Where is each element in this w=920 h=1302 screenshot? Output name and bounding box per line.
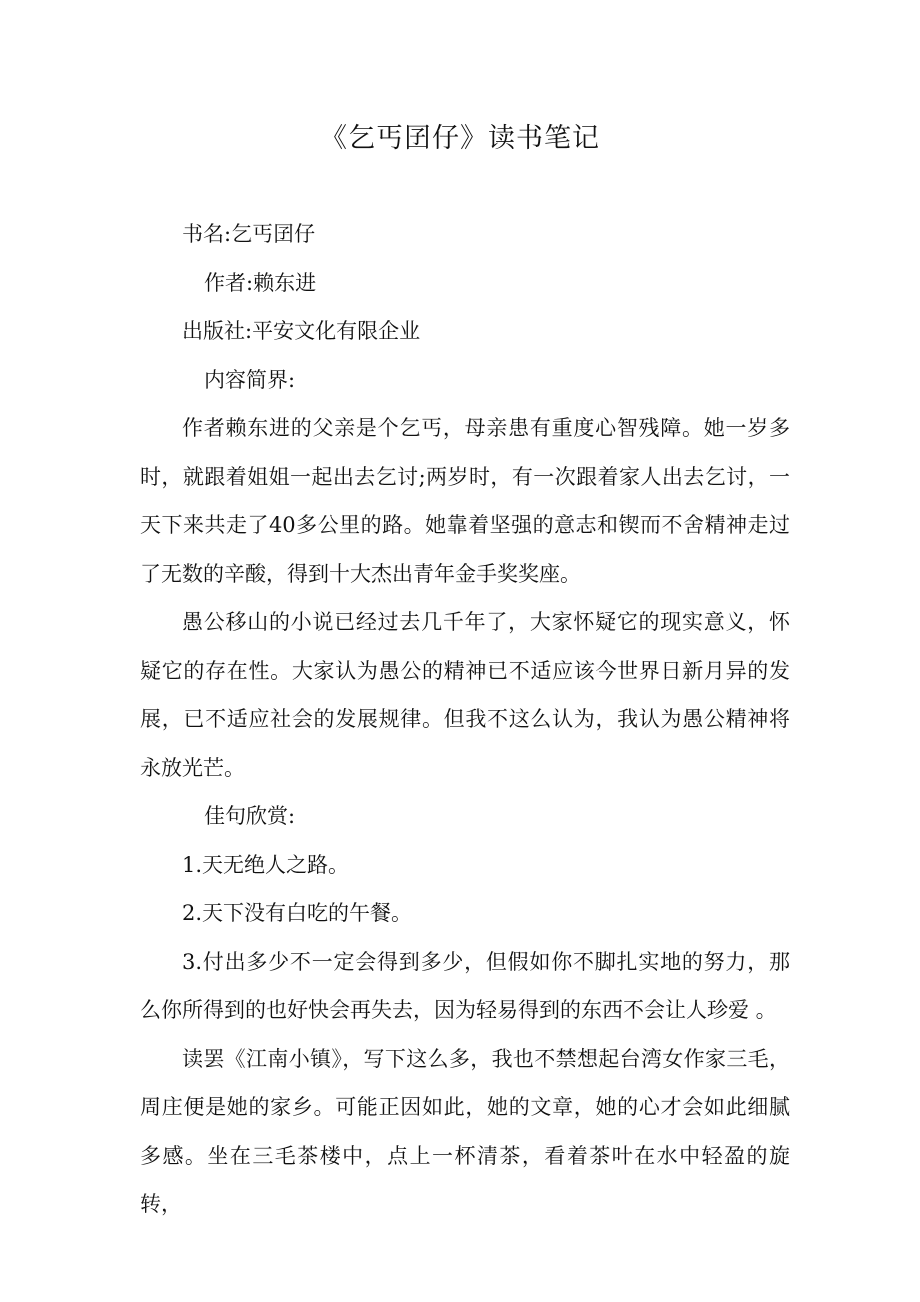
book-name: 书名:乞丐囝仔 bbox=[182, 222, 316, 246]
quote-item-3: 3.付出多少不一定会得到多少，但假如你不脚扎实地的努力，那么你所得到的也好快会再失去，因为轻易得到的东西不会让人珍爱 。 bbox=[140, 949, 790, 1022]
quotes-heading: 佳句欣赏: bbox=[204, 804, 296, 828]
quote-item-1: 1.天无绝人之路。 bbox=[182, 852, 350, 877]
paragraph-closing: 读罢《江南小镇》，写下这么多，我也不禁想起台湾女作家三毛，周庄便是她的家乡。可能正因如此，她的文章，她的心才会如此细腻多感。坐在三毛茶楼中，点上一杯清茶，看着茶叶在水中轻盈的旋转， bbox=[140, 1046, 790, 1216]
summary-heading: 内容简界: bbox=[204, 367, 296, 392]
document-body bbox=[140, 210, 790, 1229]
quote-item-2: 2.天下没有白吃的午餐。 bbox=[182, 901, 413, 925]
document-title: 《乞丐囝仔》读书笔记 bbox=[320, 123, 600, 154]
paragraph-summary: 作者赖东进的父亲是个乞丐，母亲患有重度心智残障。她一岁多时，就跟着姐姐一起出去乞讨;两岁时，有一次跟着家人出去乞讨，一天下来共走了40多公里的路。她靠着坚强的意志和锲而不舍精神走过了无数的辛酸，得到十大杰出青年金手奖奖座。 bbox=[140, 416, 790, 586]
paragraph-yugong: 愚公移山的小说已经过去几千年了，大家怀疑它的现实意义，怀疑它的存在性。大家认为愚公的精神已不适应该今世界日新月异的发展，已不适应社会的发展规律。但我不这么认为，我认为愚公精神将永放光芒。 bbox=[140, 610, 790, 780]
book-publisher: 出版社:平安文化有限企业 bbox=[182, 319, 421, 343]
book-author: 作者:赖东进 bbox=[204, 270, 317, 295]
